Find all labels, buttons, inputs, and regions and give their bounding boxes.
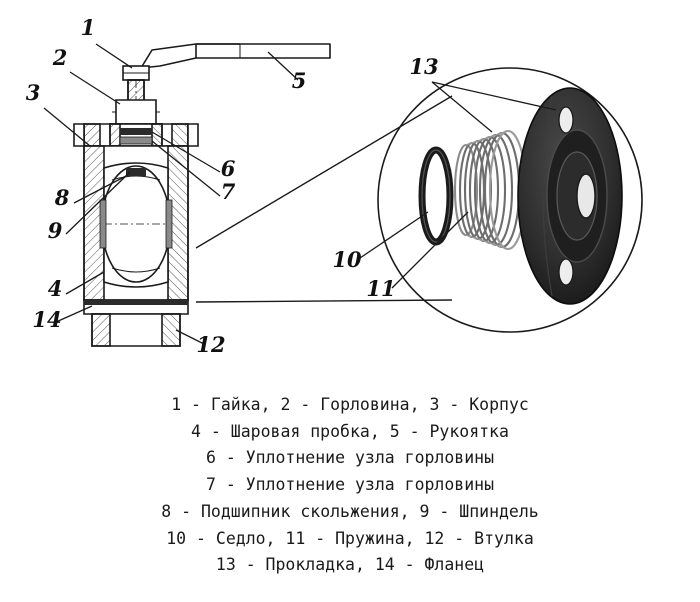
legend-line: 1 - Гайка, 2 - Горловина, 3 - Корпус: [171, 395, 529, 414]
callout-6: 6: [220, 156, 236, 181]
seat-left: [100, 200, 106, 248]
slide-bearing-part: [126, 168, 146, 176]
legend-line: 8 - Подшипник скольжения, 9 - Шпиндель: [161, 501, 539, 521]
callout-12: 12: [196, 332, 226, 357]
neck-seal-6: [120, 128, 152, 135]
legend-line: 6 - Уплотнение узла горловины: [205, 448, 495, 468]
neck-seal-7: [120, 137, 152, 144]
callout-9: 9: [47, 218, 63, 243]
callout-13: 13: [409, 54, 439, 79]
callout-11: 11: [366, 276, 396, 301]
gasket-part: [518, 88, 622, 304]
callout-5: 5: [291, 68, 307, 93]
handle-part: [141, 44, 330, 68]
legend-block: [0, 392, 700, 579]
legend-line: 4 - Шаровая пробка, 5 - Рукоятка: [191, 421, 509, 441]
callout-2: 2: [52, 45, 68, 70]
spring-part: [455, 131, 526, 249]
callout-8: 8: [54, 185, 70, 210]
legend-line: 13 - Прокладка, 14 - Фланец: [215, 555, 485, 575]
neck-part: [116, 100, 156, 124]
ball-plug-part: [102, 163, 170, 287]
callout-14: 14: [32, 307, 62, 332]
legend-line: 10 - Седло, 11 - Пружина, 12 - Втулка: [166, 528, 534, 548]
callout-1: 1: [80, 15, 96, 40]
legend-line: 7 - Уплотнение узла горловины: [205, 475, 495, 495]
callout-10: 10: [332, 247, 362, 272]
callout-4: 4: [47, 276, 63, 301]
exploded-detail-view: [422, 88, 622, 304]
seat-ring-part: [422, 150, 450, 242]
seat-right: [166, 200, 172, 248]
callout-3: 3: [25, 80, 41, 105]
callout-7: 7: [220, 179, 236, 204]
